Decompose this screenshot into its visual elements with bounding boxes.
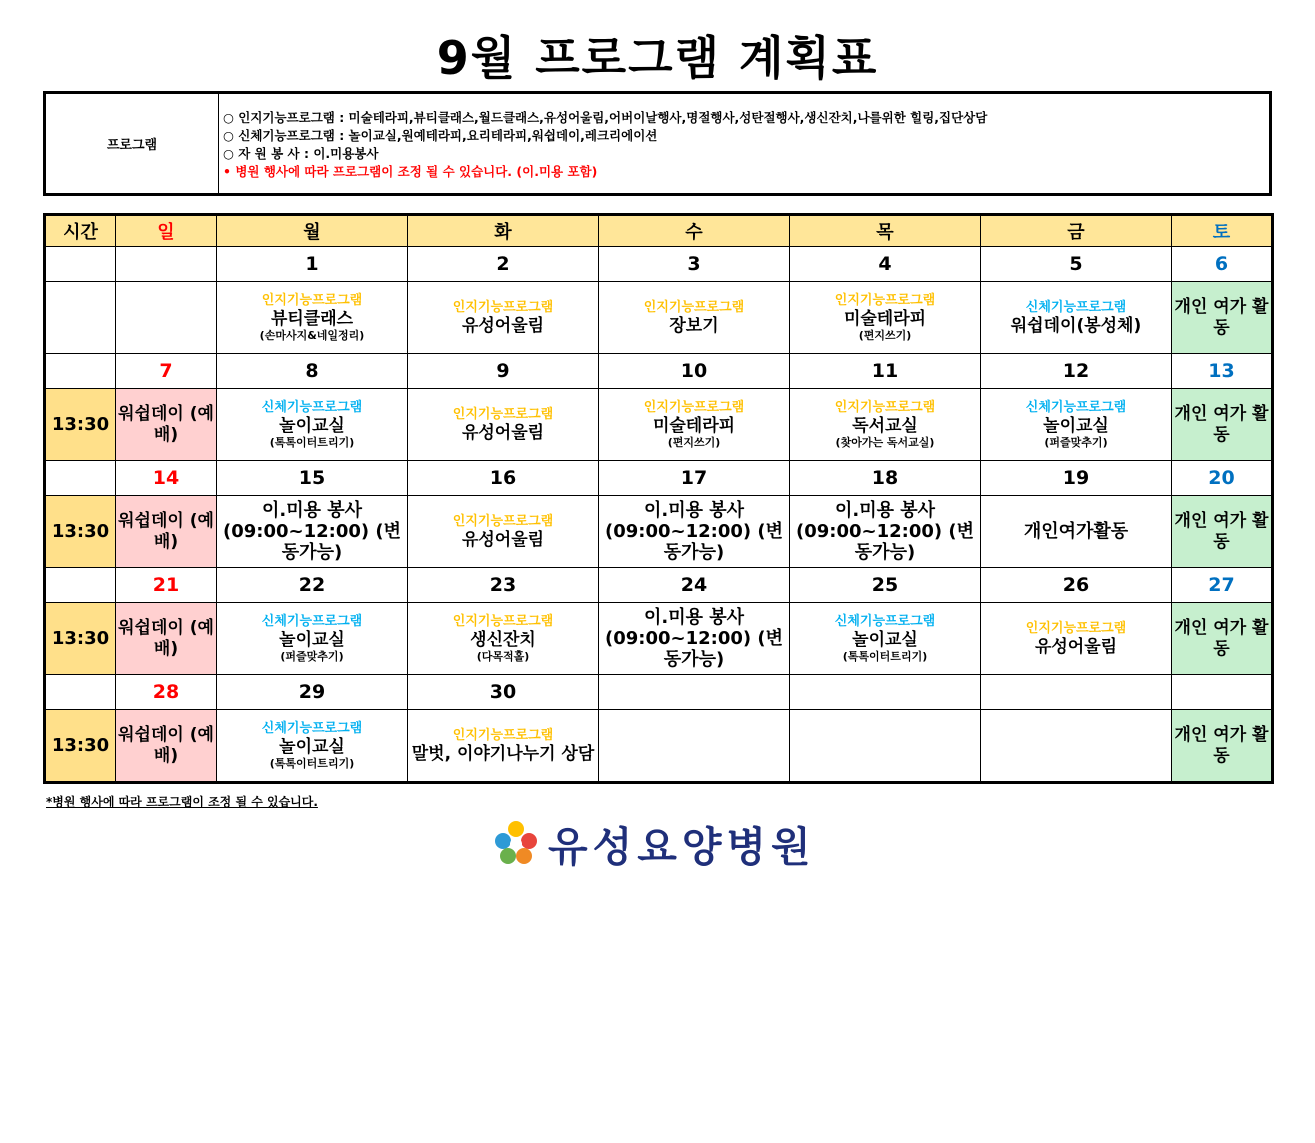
date-cell: 11 [790, 354, 981, 389]
sunday-activity: 워쉽데이 (예배) [116, 603, 217, 675]
date-cell [981, 675, 1172, 710]
header-friday: 금 [981, 215, 1172, 247]
program-detail: (톡톡이터트리기) [269, 435, 355, 449]
date-spacer [45, 675, 116, 710]
activity-cell [790, 603, 981, 675]
date-cell: 6 [1172, 247, 1273, 282]
time-cell: 13:30 [45, 496, 116, 568]
date-cell: 8 [217, 354, 408, 389]
program-info-physical: ○ 신체기능프로그램 : 놀이교실,원예테라피,요리테라피,워쉽데이,레크리에이션 [223, 128, 658, 143]
program-category: 인지기능프로그램 [834, 399, 936, 415]
program-info-box [43, 91, 1272, 196]
date-cell: 5 [981, 247, 1172, 282]
program-info-cognitive: ○ 인지기능프로그램 : 미술테라피,뷰티클래스,월드클래스,유성어울림,어버이날행사,명절행사,성탄절행사,생신잔치,나를위한 힐링,집단상담 [223, 110, 988, 125]
program-name: 놀이교실 [1043, 415, 1109, 436]
activity-cell [408, 389, 599, 461]
activity-cell [981, 496, 1172, 568]
program-info-label: 프로그램 [46, 94, 219, 193]
date-spacer [45, 354, 116, 389]
header-time: 시간 [45, 215, 116, 247]
date-cell: 3 [599, 247, 790, 282]
activity-cell [599, 710, 790, 783]
activity-cell [981, 710, 1172, 783]
activity-cell [981, 603, 1172, 675]
program-name: 독서교실 [852, 415, 918, 436]
program-category: 신체기능프로그램 [834, 613, 936, 629]
program-category: 인지기능프로그램 [452, 513, 554, 529]
program-category: 인지기능프로그램 [452, 727, 554, 743]
activity-cell [217, 496, 408, 568]
date-cell: 20 [1172, 461, 1273, 496]
activity-cell [217, 282, 408, 354]
schedule-calendar [43, 213, 1274, 784]
program-name: 미술테라피 [652, 415, 736, 436]
program-category: 인지기능프로그램 [834, 292, 936, 308]
activity-text: 이.미용 봉사 (09:00~12:00) (변동가능) [604, 607, 783, 670]
date-row [45, 247, 1273, 282]
header-tuesday: 화 [408, 215, 599, 247]
page-title: 9월 프로그램 계획표 [436, 31, 879, 85]
program-name: 뷰티클래스 [270, 308, 354, 329]
date-cell: 25 [790, 568, 981, 603]
program-name: 유성어울림 [1034, 636, 1118, 657]
date-cell: 14 [116, 461, 217, 496]
activity-cell [790, 496, 981, 568]
date-cell: 4 [790, 247, 981, 282]
program-category: 인지기능프로그램 [1025, 620, 1127, 636]
saturday-activity: 개인 여가 활동 [1172, 603, 1273, 675]
date-cell: 30 [408, 675, 599, 710]
program-detail: (다목적홀) [476, 649, 530, 663]
saturday-activity: 개인 여가 활동 [1172, 282, 1273, 354]
date-cell [790, 675, 981, 710]
activity-text: 이.미용 봉사 (09:00~12:00) (변동가능) [222, 500, 401, 563]
time-cell: 13:30 [45, 389, 116, 461]
program-category: 인지기능프로그램 [452, 613, 554, 629]
hospital-logo [490, 815, 816, 871]
date-cell: 9 [408, 354, 599, 389]
activity-row [45, 710, 1273, 783]
calendar-header-row [45, 215, 1273, 247]
date-row [45, 461, 1273, 496]
program-detail: (퍼즐맞추기) [1044, 435, 1108, 449]
time-cell: 13:30 [45, 603, 116, 675]
date-cell: 21 [116, 568, 217, 603]
program-category: 인지기능프로그램 [643, 299, 745, 315]
date-cell: 13 [1172, 354, 1273, 389]
program-name: 장보기 [669, 315, 719, 336]
activity-row [45, 603, 1273, 675]
date-row [45, 568, 1273, 603]
date-cell: 26 [981, 568, 1172, 603]
program-detail: (손마사지&네일정리) [259, 328, 365, 342]
date-cell: 2 [408, 247, 599, 282]
activity-cell [981, 389, 1172, 461]
header-wednesday: 수 [599, 215, 790, 247]
sunday-activity: 워쉽데이 (예배) [116, 710, 217, 783]
activity-text: 이.미용 봉사 (09:00~12:00) (변동가능) [795, 500, 974, 563]
date-cell [1172, 675, 1273, 710]
activity-cell [408, 496, 599, 568]
time-cell [45, 282, 116, 354]
program-category: 신체기능프로그램 [261, 720, 363, 736]
date-cell: 22 [217, 568, 408, 603]
date-spacer [45, 568, 116, 603]
activity-cell [217, 710, 408, 783]
date-cell [599, 675, 790, 710]
program-name: 미술테라피 [843, 308, 927, 329]
calendar-body [45, 247, 1273, 783]
activity-cell [790, 389, 981, 461]
program-detail: (톡톡이터트리기) [269, 756, 355, 770]
saturday-activity: 개인 여가 활동 [1172, 710, 1273, 783]
date-cell: 29 [217, 675, 408, 710]
sunday-activity: 워쉽데이 (예배) [116, 389, 217, 461]
activity-cell [599, 389, 790, 461]
program-category: 신체기능프로그램 [261, 613, 363, 629]
date-cell [116, 247, 217, 282]
program-name: 생신잔치 [470, 629, 536, 650]
activity-text: 개인여가활동 [1023, 521, 1129, 542]
activity-cell [981, 282, 1172, 354]
date-cell: 12 [981, 354, 1172, 389]
activity-text: 이.미용 봉사 (09:00~12:00) (변동가능) [604, 500, 783, 563]
date-cell: 1 [217, 247, 408, 282]
date-cell: 18 [790, 461, 981, 496]
program-detail: (퍼즐맞추기) [280, 649, 344, 663]
time-cell: 13:30 [45, 710, 116, 783]
activity-row [45, 496, 1273, 568]
activity-cell [790, 282, 981, 354]
hospital-name: 유성요양병원 [548, 822, 816, 871]
date-cell: 17 [599, 461, 790, 496]
program-category: 인지기능프로그램 [452, 299, 554, 315]
program-name: 놀이교실 [279, 736, 345, 757]
date-row [45, 354, 1273, 389]
date-cell: 10 [599, 354, 790, 389]
date-cell: 27 [1172, 568, 1273, 603]
program-name: 놀이교실 [852, 629, 918, 650]
saturday-activity: 개인 여가 활동 [1172, 389, 1273, 461]
activity-cell [599, 603, 790, 675]
program-detail: (편지쓰기) [667, 435, 721, 449]
activity-cell [408, 282, 599, 354]
date-cell: 16 [408, 461, 599, 496]
program-category: 인지기능프로그램 [643, 399, 745, 415]
activity-cell [408, 603, 599, 675]
program-category: 신체기능프로그램 [1025, 399, 1127, 415]
activity-cell [599, 282, 790, 354]
program-category: 인지기능프로그램 [261, 292, 363, 308]
activity-cell [599, 496, 790, 568]
date-cell: 7 [116, 354, 217, 389]
footnote: *병원 행사에 따라 프로그램이 조정 될 수 있습니다. [46, 795, 318, 809]
header-monday: 월 [217, 215, 408, 247]
program-category: 인지기능프로그램 [452, 406, 554, 422]
program-info-body [219, 94, 1269, 193]
activity-cell [790, 710, 981, 783]
date-cell: 19 [981, 461, 1172, 496]
date-row [45, 675, 1273, 710]
program-info-volunteer: ○ 자 원 봉 사 : 이.미용봉사 [223, 146, 379, 161]
activity-row [45, 282, 1273, 354]
program-detail: (찾아가는 독서교실) [835, 435, 935, 449]
date-cell: 23 [408, 568, 599, 603]
program-name: 놀이교실 [279, 629, 345, 650]
flower-logo-icon [490, 817, 542, 869]
activity-cell [408, 710, 599, 783]
program-info-notice: • 병원 행사에 따라 프로그램이 조정 될 수 있습니다. (이.미용 포함) [223, 164, 598, 179]
saturday-activity: 개인 여가 활동 [1172, 496, 1273, 568]
activity-row [45, 389, 1273, 461]
program-name: 유성어울림 [461, 529, 545, 550]
program-name: 워쉽데이(봉성체) [1010, 315, 1142, 336]
program-name: 유성어울림 [461, 422, 545, 443]
sunday-activity: 워쉽데이 (예배) [116, 496, 217, 568]
program-detail: (톡톡이터트리기) [842, 649, 928, 663]
program-detail: (편지쓰기) [858, 328, 912, 342]
header-sunday: 일 [116, 215, 217, 247]
header-saturday: 토 [1172, 215, 1273, 247]
program-category: 신체기능프로그램 [1025, 299, 1127, 315]
program-name: 말벗, 이야기나누기 상담 [411, 743, 595, 764]
program-category: 신체기능프로그램 [261, 399, 363, 415]
date-cell: 28 [116, 675, 217, 710]
date-cell: 15 [217, 461, 408, 496]
activity-cell [217, 603, 408, 675]
sunday-activity [116, 282, 217, 354]
program-name: 유성어울림 [461, 315, 545, 336]
date-cell: 24 [599, 568, 790, 603]
header-thursday: 목 [790, 215, 981, 247]
activity-cell [217, 389, 408, 461]
date-spacer [45, 247, 116, 282]
program-name: 놀이교실 [279, 415, 345, 436]
date-spacer [45, 461, 116, 496]
